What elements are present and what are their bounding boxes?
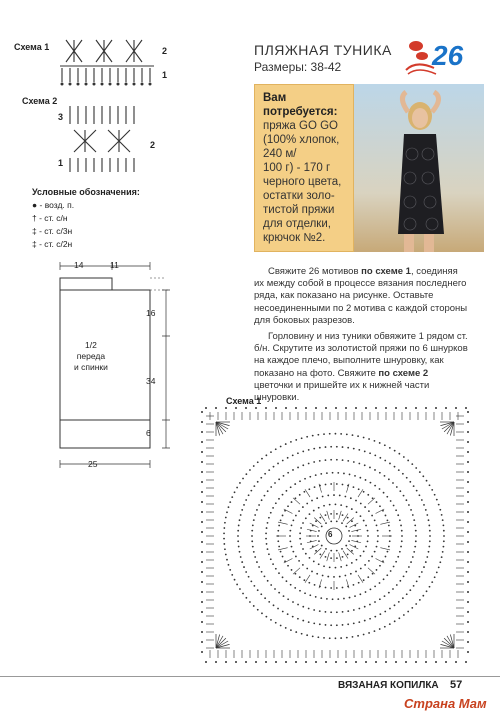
footer-magazine: ВЯЗАНАЯ КОПИЛКА (338, 680, 439, 691)
dim-right-top: 16 (146, 308, 156, 318)
chain-icon: ● (32, 200, 40, 210)
page-number: 57 (450, 679, 463, 691)
legend-item-tr3: ‡ - ст. с/3н (32, 226, 73, 236)
schema2-row-1: 1 (58, 158, 64, 168)
schema1-row-2: 2 (162, 46, 168, 56)
schema2-label: Схема 2 (22, 96, 58, 106)
legend-title: Условные обозначения: (32, 187, 140, 197)
instructions-p1: Свяжите 26 мотивов по схеме 1, соединяя их между собой в процессе вязания последнего ряда, как показано на рисунке. Оставьте несоединенными по 2 мотива с каждой стороны для боковых разрезов. (254, 266, 468, 326)
diagram-center-number: 6 (328, 530, 333, 539)
badge-number: 26 (432, 40, 464, 71)
dim-right-mid: 34 (146, 376, 156, 386)
page-title: ПЛЯЖНАЯ ТУНИКА (254, 42, 392, 58)
requirements-box: Вам потребуется: пряжа GO GO (100% хлопок, 240 м/ 100 г) - 170 г черного цвета, остатки золо- тистой пряжи для отделки, крючок №2. (254, 84, 354, 252)
schema2-row-3: 3 (58, 112, 64, 122)
legend-item-chain: ● - возд. п. (32, 200, 75, 210)
tr3-icon: ‡ (32, 226, 40, 236)
schema1-row-1: 1 (162, 70, 168, 80)
schema1-chart (60, 36, 170, 86)
instructions (254, 266, 468, 408)
legend-item-sc: † - ст. с/н (32, 213, 68, 223)
sizes: Размеры: 38-42 (254, 60, 342, 74)
schema2-chart (66, 104, 150, 174)
req-heading: Вам (263, 92, 287, 104)
schema1-label: Схема 1 (14, 42, 50, 52)
diagram-label: Схема 1 (226, 396, 262, 406)
pattern-label: 1/2 переда и спинки (74, 340, 108, 372)
dim-top-left: 14 (74, 260, 84, 270)
dim-right-bottom: 6 (146, 428, 151, 438)
legend-item-tr2: ‡ - ст. с/2н (32, 239, 73, 249)
motif-diagram (198, 404, 482, 668)
pattern-drawing (40, 258, 190, 478)
watermark: Страна Мам (404, 696, 487, 711)
instructions-p2: Горловину и низ туники обвяжите 1 рядом ст. б/н. Скрутите из золотистой пряжи по 6 шнурков на каждое плечо, выполните шнуровку, как показано на фото. Свяжите по схеме 2 цветочки и пришейте их к нижней части шнуровки. (254, 331, 468, 404)
model-photo (354, 84, 484, 252)
dim-top-right: 11 (110, 260, 119, 270)
footer-divider (0, 676, 500, 677)
sc-icon: † (32, 213, 40, 223)
dim-bottom: 25 (88, 459, 98, 469)
legend (32, 186, 182, 251)
tr2-icon: ‡ (32, 239, 40, 249)
schema2-row-2: 2 (150, 140, 156, 150)
